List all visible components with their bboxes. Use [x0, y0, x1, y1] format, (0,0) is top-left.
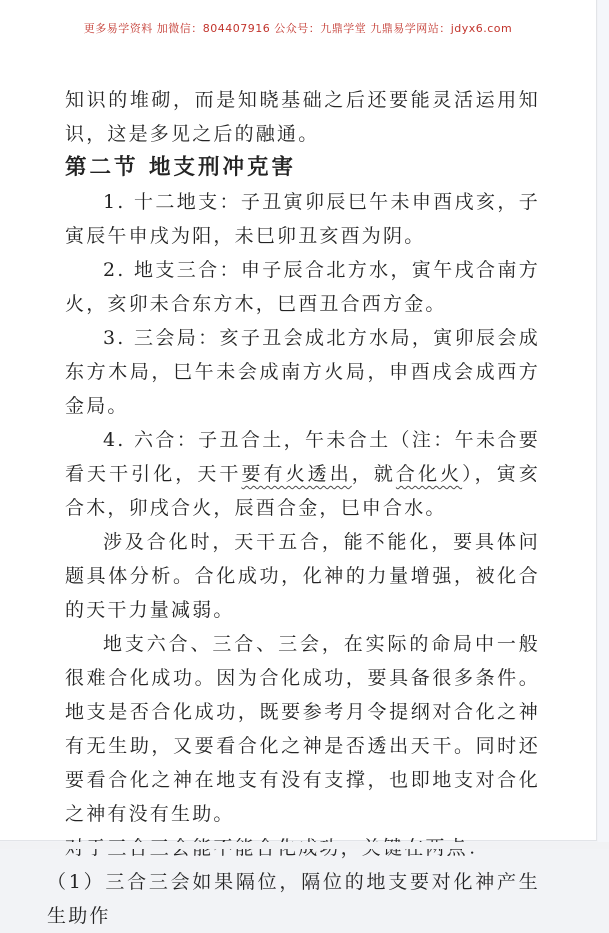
- promo-header-text: 更多易学资料 加微信：804407916 公众号：九鼎学堂 九鼎易学网站：jdyx6.com: [83, 22, 513, 35]
- section-heading: 第二节 地支刑冲克害: [65, 155, 296, 180]
- paragraph-twelve-branches: 1. 十二地支：子丑寅卯辰巳午未申酉戌亥，子寅辰午申戌为阳，未巳卯丑亥酉为阴。: [65, 191, 540, 247]
- para4-text-pre: 4. 六合：子丑合土，午未合土（注：午未合要看天干引化，天干: [65, 429, 540, 485]
- scrollbar-track[interactable]: [598, 0, 609, 849]
- para4-underlined-phrase-2: 合化火: [395, 463, 463, 485]
- paragraph-point-one: （1）三合三会如果隔位，隔位的地支要对化神产生生助作: [47, 871, 540, 927]
- paragraph-stem-combination: 涉及合化时，天干五合，能不能化，要具体问题具体分析。合化成功，化神的力量增强，被化合的天干力量减弱。: [65, 531, 540, 621]
- paragraph-three-meeting: 3. 三会局：亥子丑会成北方水局，寅卯辰会成东方木局，巳午未会成南方火局，申酉戌会成西方金局。: [65, 327, 540, 417]
- para4-text-post: ），寅亥合木，卯戌合火，辰酉合金，巳申合水。: [65, 463, 540, 519]
- viewer-background-bottom: [0, 842, 609, 849]
- paragraph-combination-conditions: 地支六合、三合、三会，在实际的命局中一般很难合化成功。因为合化成功，要具备很多条件。地支是否合化成功，既要参考月令提纲对合化之神有无生助，又要看合化之神是否透出天干。同时还要看合化之神在地支有没有支撑，也即地支对合化之神有没有生助。: [65, 633, 540, 825]
- paragraph-three-harmony: 2. 地支三合：申子辰合北方水，寅午戌合南方火，亥卯未合东方木，巳酉丑合西方金。: [65, 259, 540, 315]
- document-body: [0, 36, 596, 933]
- paragraph-continuation: 知识的堆砌，而是知晓基础之后还要能灵活运用知识，这是多见之后的融通。: [65, 89, 540, 145]
- paragraph-six-combination: [65, 423, 540, 525]
- para4-text-mid: ，就: [351, 463, 396, 485]
- para4-underlined-phrase-1: 要有火透出: [241, 463, 352, 485]
